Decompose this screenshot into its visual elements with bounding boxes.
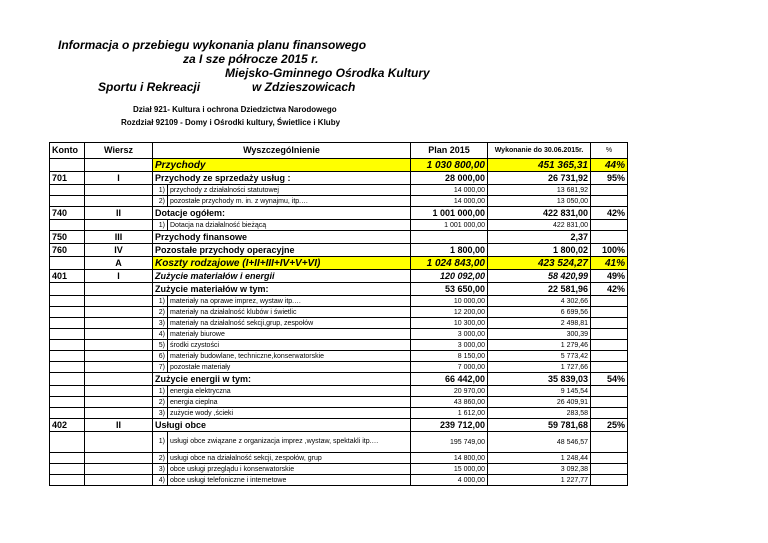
cell-wiersz: III	[85, 231, 153, 244]
cell-wyk: 5 773,42	[488, 351, 591, 362]
cell-plan: 1 001 000,00	[411, 207, 488, 220]
table-row	[50, 475, 628, 486]
cell-pct	[591, 296, 628, 307]
cell-name: Zużycie energii w tym:	[153, 373, 411, 386]
header-wykonanie: Wykonanie do 30.06.2015r.	[488, 143, 591, 159]
cell-name: Dotacja na działalność bieżącą	[168, 220, 411, 231]
cell-wiersz	[85, 329, 153, 340]
cell-lp: 4)	[153, 329, 168, 340]
cell-pct: 44%	[591, 159, 628, 172]
cell-lp: 4)	[153, 475, 168, 486]
cell-name: Pozostałe przychody operacyjne	[153, 244, 411, 257]
cell-wyk: 13 681,92	[488, 185, 591, 196]
header-wiersz: Wiersz	[85, 143, 153, 159]
cell-pct	[591, 464, 628, 475]
cell-pct	[591, 231, 628, 244]
table-row	[50, 307, 628, 318]
cell-wiersz: I	[85, 172, 153, 185]
cell-plan: 10 300,00	[411, 318, 488, 329]
cell-wyk: 422 831,00	[488, 220, 591, 231]
cell-pct	[591, 307, 628, 318]
finance-table	[49, 142, 628, 486]
cell-konto	[50, 283, 85, 296]
cell-plan: 1 024 843,00	[411, 257, 488, 270]
cell-wyk: 2 498,81	[488, 318, 591, 329]
table-row	[50, 220, 628, 231]
cell-wiersz	[85, 318, 153, 329]
cell-name: Zużycie materiałów w tym:	[153, 283, 411, 296]
cell-lp: 3)	[153, 408, 168, 419]
cell-wyk: 26 409,91	[488, 397, 591, 408]
doc-title-line4b: w Zdzieszowicach	[252, 80, 356, 94]
cell-name: Zużycie materiałów i energii	[153, 270, 411, 283]
cell-pct	[591, 408, 628, 419]
cell-konto	[50, 159, 85, 172]
cell-konto	[50, 220, 85, 231]
cell-wiersz	[85, 307, 153, 318]
cell-konto	[50, 307, 85, 318]
cell-plan: 1 030 800,00	[411, 159, 488, 172]
table-row	[50, 159, 628, 172]
table-row	[50, 351, 628, 362]
table-row	[50, 296, 628, 307]
cell-plan: 15 000,00	[411, 464, 488, 475]
cell-plan: 8 150,00	[411, 351, 488, 362]
cell-wiersz	[85, 296, 153, 307]
cell-name: materiały na oprawe imprez, wystaw itp.…	[168, 296, 411, 307]
cell-wyk: 59 781,68	[488, 419, 591, 432]
cell-wiersz	[85, 397, 153, 408]
cell-name: obce usługi telefoniczne i internetowe	[168, 475, 411, 486]
cell-konto: 750	[50, 231, 85, 244]
header-wyszczegolnienie: Wyszczególnienie	[153, 143, 411, 159]
cell-wyk: 6 699,56	[488, 307, 591, 318]
cell-wyk: 1 727,66	[488, 362, 591, 373]
cell-pct: 42%	[591, 283, 628, 296]
cell-wyk: 300,39	[488, 329, 591, 340]
cell-lp: 2)	[153, 307, 168, 318]
cell-plan: 7 000,00	[411, 362, 488, 373]
cell-wyk: 2,37	[488, 231, 591, 244]
header-plan: Plan 2015	[411, 143, 488, 159]
table-row	[50, 419, 628, 432]
cell-pct	[591, 453, 628, 464]
cell-plan: 3 000,00	[411, 340, 488, 351]
cell-lp: 3)	[153, 464, 168, 475]
table-row	[50, 283, 628, 296]
cell-konto: 401	[50, 270, 85, 283]
cell-wiersz: I	[85, 270, 153, 283]
cell-konto	[50, 329, 85, 340]
cell-plan: 1 612,00	[411, 408, 488, 419]
cell-wiersz: II	[85, 419, 153, 432]
table-row	[50, 329, 628, 340]
cell-name: zużycie wody ,ścieki	[168, 408, 411, 419]
table-row	[50, 172, 628, 185]
cell-lp: 6)	[153, 351, 168, 362]
cell-name: energia elektryczna	[168, 386, 411, 397]
cell-konto	[50, 362, 85, 373]
cell-wyk: 22 581,96	[488, 283, 591, 296]
cell-konto	[50, 386, 85, 397]
table-row	[50, 185, 628, 196]
header-pct: %	[591, 143, 628, 159]
cell-wyk: 422 831,00	[488, 207, 591, 220]
cell-pct	[591, 196, 628, 207]
cell-name: materiały budowlane, techniczne,konserwatorskie	[168, 351, 411, 362]
cell-wiersz	[85, 351, 153, 362]
doc-title-line4a: Sportu i Rekreacji	[98, 80, 201, 94]
cell-konto	[50, 351, 85, 362]
table-row	[50, 373, 628, 386]
cell-plan: 28 000,00	[411, 172, 488, 185]
cell-wyk: 1 248,44	[488, 453, 591, 464]
table-row	[50, 464, 628, 475]
table-row	[50, 207, 628, 220]
cell-plan: 14 000,00	[411, 185, 488, 196]
cell-name: środki czystości	[168, 340, 411, 351]
cell-wyk: 48 546,57	[488, 432, 591, 453]
cell-wyk: 3 092,38	[488, 464, 591, 475]
cell-name: materiały na działalność klubów i świetlic	[168, 307, 411, 318]
cell-pct: 42%	[591, 207, 628, 220]
cell-konto	[50, 185, 85, 196]
cell-name: materiały biurowe	[168, 329, 411, 340]
cell-plan: 14 000,00	[411, 196, 488, 207]
cell-plan: 4 000,00	[411, 475, 488, 486]
table-row	[50, 257, 628, 270]
cell-pct	[591, 432, 628, 453]
cell-plan: 43 860,00	[411, 397, 488, 408]
cell-wyk: 423 524,27	[488, 257, 591, 270]
table-row	[50, 244, 628, 257]
cell-lp: 2)	[153, 196, 168, 207]
cell-pct: 49%	[591, 270, 628, 283]
cell-pct: 25%	[591, 419, 628, 432]
cell-name: pozostałe przychody m. in. z wynajmu, itp.…	[168, 196, 411, 207]
table-row	[50, 340, 628, 351]
doc-title-line3: Miejsko-Gminnego Ośrodka Kultury	[225, 66, 430, 80]
table-row	[50, 270, 628, 283]
cell-wiersz	[85, 185, 153, 196]
cell-konto	[50, 318, 85, 329]
cell-konto	[50, 408, 85, 419]
cell-wiersz	[85, 464, 153, 475]
cell-wiersz	[85, 159, 153, 172]
cell-plan: 66 442,00	[411, 373, 488, 386]
chapter-label: Rozdział 92109 - Domy i Ośrodki kultury, Świetlice i Kluby	[121, 118, 341, 127]
cell-pct: 41%	[591, 257, 628, 270]
cell-name: Usługi obce	[153, 419, 411, 432]
cell-name: przychody z działalności statutowej	[168, 185, 411, 196]
cell-pct: 100%	[591, 244, 628, 257]
cell-konto: 701	[50, 172, 85, 185]
cell-pct	[591, 220, 628, 231]
cell-wiersz: II	[85, 207, 153, 220]
cell-pct: 95%	[591, 172, 628, 185]
cell-lp: 1)	[153, 432, 168, 453]
cell-lp: 1)	[153, 296, 168, 307]
cell-wyk: 283,58	[488, 408, 591, 419]
section-label: Dział 921- Kultura i ochrona Dziedzictwa Narodowego	[133, 105, 337, 114]
cell-wiersz	[85, 283, 153, 296]
cell-plan: 14 800,00	[411, 453, 488, 464]
cell-lp: 1)	[153, 220, 168, 231]
cell-lp: 2)	[153, 397, 168, 408]
cell-pct	[591, 362, 628, 373]
cell-konto	[50, 373, 85, 386]
cell-konto	[50, 464, 85, 475]
cell-plan: 1 001 000,00	[411, 220, 488, 231]
cell-wiersz	[85, 340, 153, 351]
cell-wyk: 451 365,31	[488, 159, 591, 172]
cell-konto: 740	[50, 207, 85, 220]
cell-wiersz	[85, 453, 153, 464]
table-row	[50, 397, 628, 408]
cell-plan: 12 200,00	[411, 307, 488, 318]
header-konto: Konto	[50, 143, 85, 159]
cell-wyk: 1 800,02	[488, 244, 591, 257]
cell-konto	[50, 340, 85, 351]
cell-konto	[50, 257, 85, 270]
table-row	[50, 196, 628, 207]
cell-konto	[50, 397, 85, 408]
cell-pct	[591, 318, 628, 329]
cell-plan: 195 749,00	[411, 432, 488, 453]
cell-wyk: 1 279,46	[488, 340, 591, 351]
table-row	[50, 408, 628, 419]
cell-wyk: 1 227,77	[488, 475, 591, 486]
cell-konto	[50, 453, 85, 464]
cell-pct	[591, 397, 628, 408]
cell-plan	[411, 231, 488, 244]
cell-konto	[50, 432, 85, 453]
cell-plan: 10 000,00	[411, 296, 488, 307]
cell-wyk: 58 420,99	[488, 270, 591, 283]
table-row	[50, 432, 628, 453]
doc-title-line2: za I sze półrocze 2015 r.	[183, 52, 319, 66]
cell-wyk: 26 731,92	[488, 172, 591, 185]
cell-pct	[591, 351, 628, 362]
cell-wyk: 9 145,54	[488, 386, 591, 397]
cell-name: energia cieplna	[168, 397, 411, 408]
cell-wiersz	[85, 362, 153, 373]
cell-lp: 1)	[153, 386, 168, 397]
cell-pct	[591, 386, 628, 397]
cell-wiersz	[85, 373, 153, 386]
cell-konto	[50, 296, 85, 307]
cell-wyk: 13 050,00	[488, 196, 591, 207]
cell-name: usługi obce na działalność sekcji, zespołów, grup	[168, 453, 411, 464]
cell-pct	[591, 185, 628, 196]
cell-name: obce usługi przeglądu i konserwatorskie	[168, 464, 411, 475]
cell-name: Przychody finansowe	[153, 231, 411, 244]
cell-lp: 2)	[153, 453, 168, 464]
cell-plan: 1 800,00	[411, 244, 488, 257]
table-row	[50, 318, 628, 329]
cell-wiersz	[85, 408, 153, 419]
cell-plan: 53 650,00	[411, 283, 488, 296]
cell-wiersz: A	[85, 257, 153, 270]
cell-wiersz	[85, 432, 153, 453]
table-row	[50, 362, 628, 373]
cell-plan: 3 000,00	[411, 329, 488, 340]
cell-konto: 760	[50, 244, 85, 257]
cell-plan: 120 092,00	[411, 270, 488, 283]
doc-title-line1: Informacja o przebiegu wykonania planu finansowego	[58, 38, 367, 52]
cell-wiersz	[85, 475, 153, 486]
cell-plan: 20 970,00	[411, 386, 488, 397]
cell-name: Przychody	[153, 159, 411, 172]
table-header	[50, 143, 628, 159]
cell-konto: 402	[50, 419, 85, 432]
cell-name: usługi obce związane z organizacja imprez ,wystaw, spektakli itp.…	[168, 432, 411, 453]
cell-pct	[591, 329, 628, 340]
cell-lp: 3)	[153, 318, 168, 329]
cell-name: Dotacje ogółem:	[153, 207, 411, 220]
cell-konto	[50, 475, 85, 486]
cell-plan: 239 712,00	[411, 419, 488, 432]
cell-wiersz	[85, 196, 153, 207]
cell-lp: 1)	[153, 185, 168, 196]
cell-pct	[591, 340, 628, 351]
cell-pct: 54%	[591, 373, 628, 386]
cell-wyk: 4 302,66	[488, 296, 591, 307]
cell-name: materiały na działalność sekcji,grup, zespołów	[168, 318, 411, 329]
cell-wiersz	[85, 220, 153, 231]
cell-konto	[50, 196, 85, 207]
cell-wiersz	[85, 386, 153, 397]
cell-name: pozostałe materiały	[168, 362, 411, 373]
cell-name: Koszty rodzajowe (I+II+III+IV+V+VI)	[153, 257, 411, 270]
table-row	[50, 231, 628, 244]
cell-pct	[591, 475, 628, 486]
table-row	[50, 453, 628, 464]
cell-wyk: 35 839,03	[488, 373, 591, 386]
table-row	[50, 386, 628, 397]
cell-wiersz: IV	[85, 244, 153, 257]
cell-lp: 7)	[153, 362, 168, 373]
cell-lp: 5)	[153, 340, 168, 351]
cell-name: Przychody ze sprzedaży usług :	[153, 172, 411, 185]
